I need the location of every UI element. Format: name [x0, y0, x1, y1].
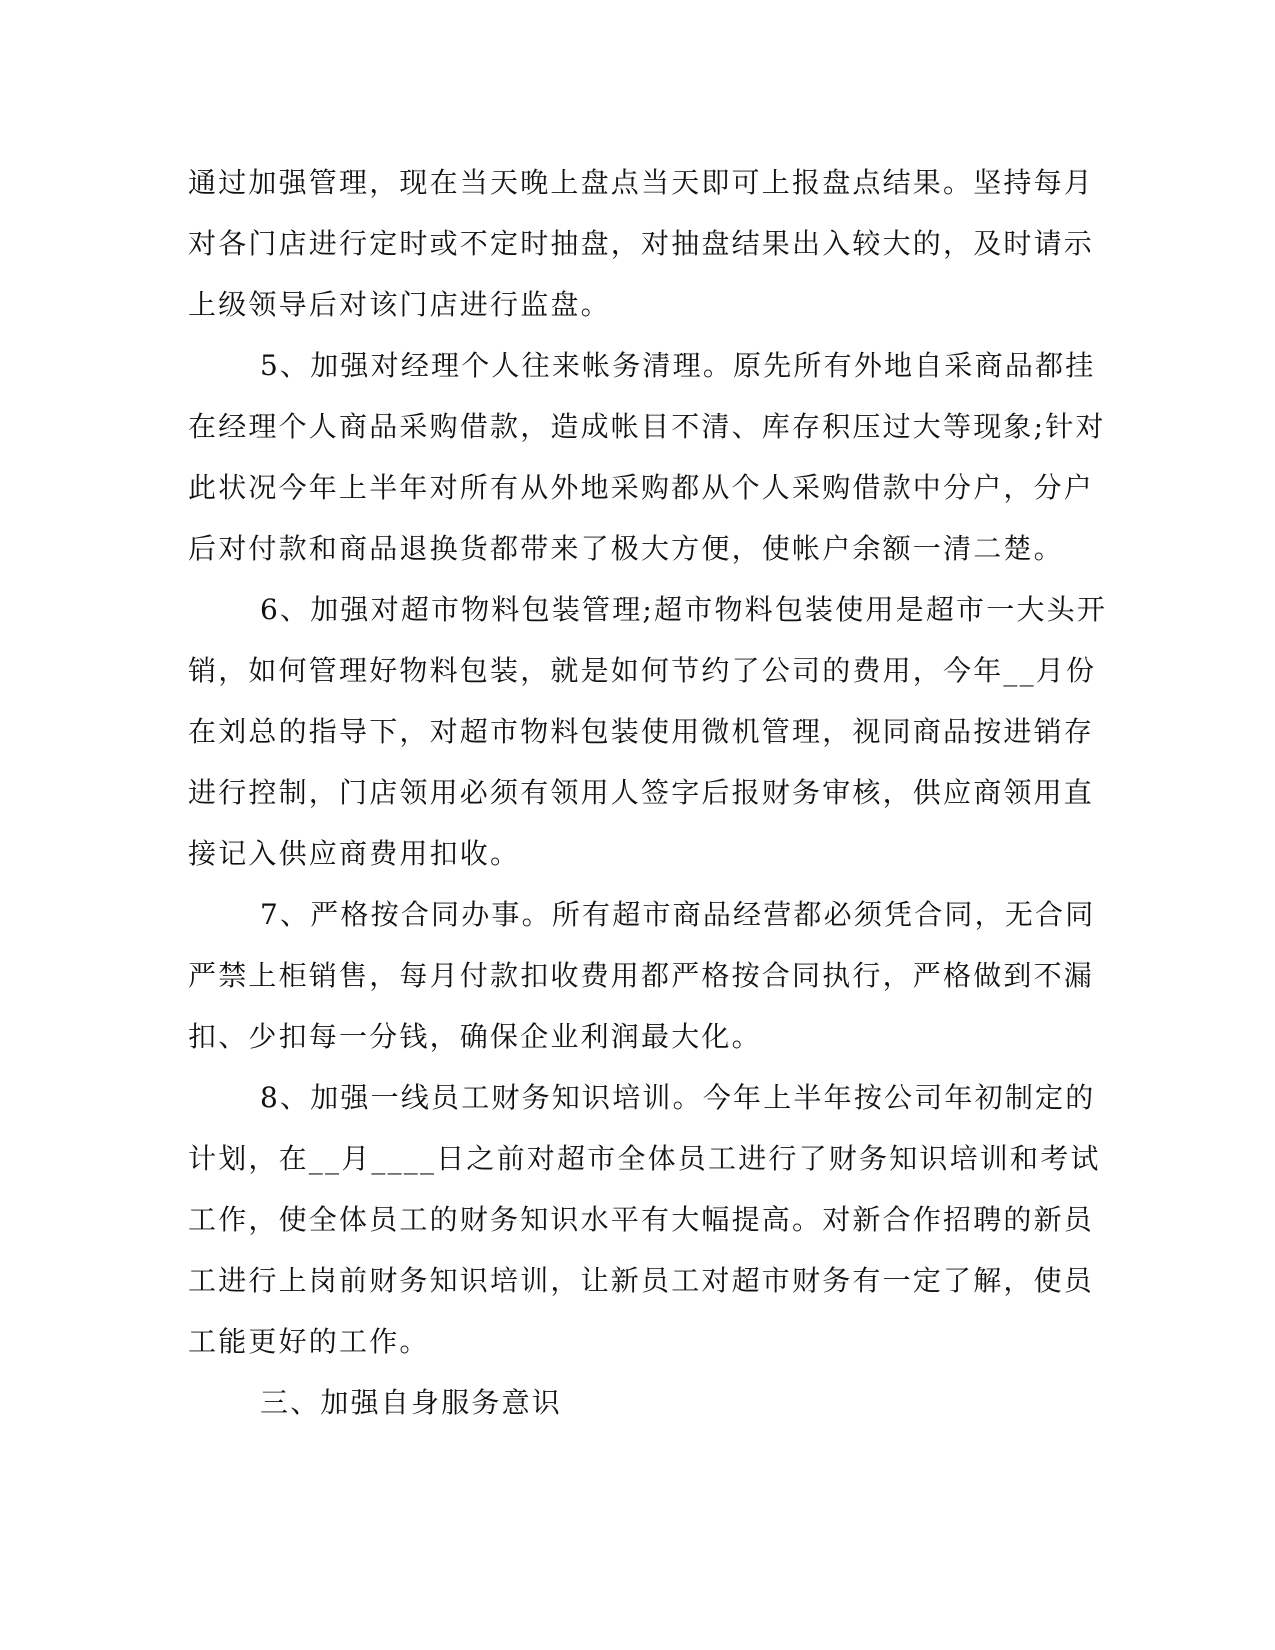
- text-line: 工能更好的工作。: [188, 1325, 430, 1358]
- document-body: [188, 152, 1108, 1433]
- text-line: 工作，使全体员工的财务知识水平有大幅提高。对新合作招聘的新员: [188, 1203, 1095, 1236]
- text-line: 扣、少扣每一分钱，确保企业利润最大化。: [188, 1020, 762, 1053]
- text-line: 接记入供应商费用扣收。: [188, 837, 521, 870]
- text-line: 5、加强对经理个人往来帐务清理。原先所有外地自采商品都挂: [260, 349, 1096, 382]
- text-line: 此状况今年上半年对所有从外地采购都从个人采购借款中分户，分户: [188, 471, 1095, 504]
- text-line: 计划，在__月____日之前对超市全体员工进行了财务知识培训和考试: [188, 1142, 1101, 1175]
- text-line: 7、严格按合同办事。所有超市商品经营都必须凭合同，无合同: [260, 898, 1096, 931]
- text-line: 上级领导后对该门店进行监盘。: [188, 288, 611, 321]
- text-line: 后对付款和商品退换货都带来了极大方便，使帐户余额一清二楚。: [188, 532, 1064, 565]
- paragraph: [188, 1067, 1101, 1372]
- text-line: 严禁上柜销售，每月付款扣收费用都严格按合同执行，严格做到不漏: [188, 959, 1095, 992]
- text-line: 通过加强管理，现在当天晚上盘点当天即可上报盘点结果。坚持每月: [188, 166, 1095, 199]
- text-line: 8、加强一线员工财务知识培训。今年上半年按公司年初制定的: [260, 1081, 1096, 1114]
- paragraph: [188, 884, 1096, 1067]
- text-line: 工进行上岗前财务知识培训，让新员工对超市财务有一定了解，使员: [188, 1264, 1095, 1297]
- section-heading: 三、加强自身服务意识: [260, 1386, 563, 1419]
- text-line: 在刘总的指导下，对超市物料包装使用微机管理，视同商品按进销存: [188, 715, 1095, 748]
- paragraph: [188, 579, 1108, 884]
- text-line: 进行控制，门店领用必须有领用人签字后报财务审核，供应商领用直: [188, 776, 1095, 809]
- text-line: 销，如何管理好物料包装，就是如何节约了公司的费用，今年__月份: [188, 654, 1097, 687]
- text-line: 在经理个人商品采购借款，造成帐目不清、库存积压过大等现象;针对: [188, 410, 1106, 443]
- text-line: 对各门店进行定时或不定时抽盘，对抽盘结果出入较大的，及时请示: [188, 227, 1095, 260]
- text-line: 6、加强对超市物料包装管理;超市物料包装使用是超市一大头开: [260, 593, 1108, 626]
- paragraph: [188, 335, 1106, 579]
- paragraph: [188, 152, 1095, 335]
